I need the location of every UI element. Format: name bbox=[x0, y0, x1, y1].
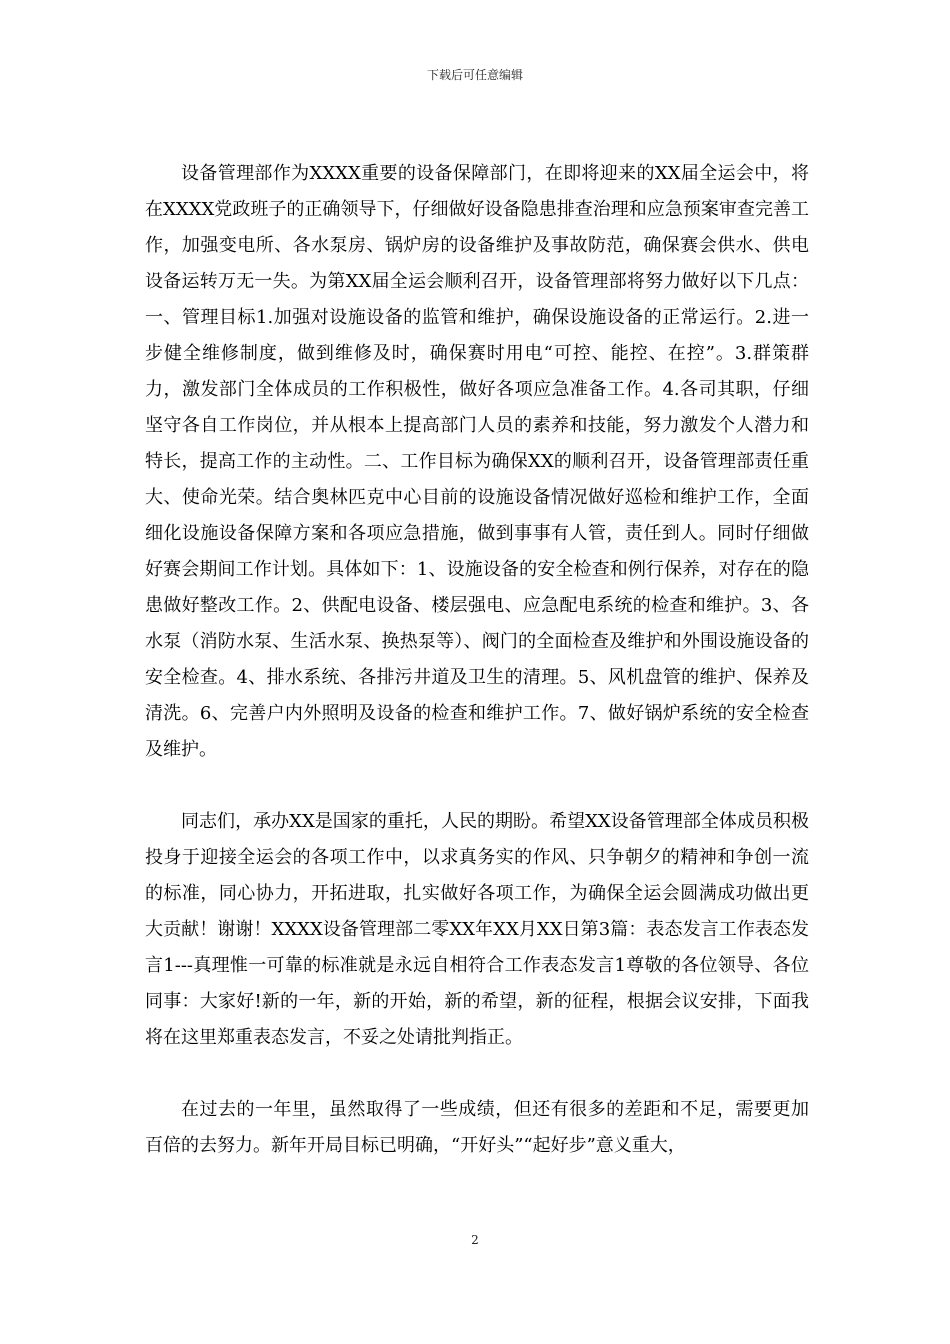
page-header: 下载后可任意编辑 bbox=[426, 68, 523, 82]
paragraph-3: 在过去的一年里，虽然取得了一些成绩，但还有很多的差距和不足，需要更加百倍的去努力。新年开局目标已明确，“开好头”“起好步”意义重大， bbox=[145, 1099, 809, 1156]
paragraph-2: 同志们，承办XX是国家的重托，人民的期盼。希望XX设备管理部全体成员积极投身于迎接全运会的各项工作中，以求真务实的作风、只争朝夕的精神和争创一流的标准，同心协力，开拓进取，扎实做好各项工作，为确保全运会圆满成功做出更大贡献！谢谢！XXXX设备管理部二零XX年XX月XX日第3篇：表态发言工作表态发言1---真理惟一可靠的标准就是永远自相符合工作表态发言1尊敬的各位领导、各位同事：大家好!新的一年，新的开始，新的希望，新的征程，根据会议安排，下面我将在这里郑重表态发言，不妥之处请批判指正。 bbox=[145, 811, 809, 1048]
paragraph-1: 设备管理部作为XXXX重要的设备保障部门，在即将迎来的XX届全运会中，将在XXXX党政班子的正确领导下，仔细做好设备隐患排查治理和应急预案审查完善工作，加强变电所、各水泵房、锅炉房的设备维护及事故防范，确保赛会供水、供电设备运转万无一失。为第XX届全运会顺利召开，设备管理部将努力做好以下几点：一、管理目标1.加强对设施设备的监管和维护，确保设施设备的正常运行。2.进一步健全维修制度，做到维修及时，确保赛时用电“可控、能控、在控”。3.群策群力，激发部门全体成员的工作积极性，做好各项应急准备工作。4.各司其职，仔细坚守各自工作岗位，并从根本上提高部门人员的素养和技能，努力激发个人潜力和特长，提高工作的主动性。二、工作目标为确保XX的顺利召开，设备管理部责任重大、使命光荣。结合奥林匹克中心目前的设施设备情况做好巡检和维护工作，全面细化设施设备保障方案和各项应急措施，做到事事有人管，责任到人。同时仔细做好赛会期间工作计划。具体如下：1、设施设备的安全检查和例行保养，对存在的隐患做好整改工作。2、供配电设备、楼层强电、应急配电系统的检查和维护。3、各水泵（消防水泵、生活水泵、换热泵等）、阀门的全面检查及维护和外围设施设备的安全检查。4、排水系统、各排污井道及卫生的清理。5、风机盘管的维护、保养及清洗。6、完善户内外照明及设备的检查和维护工作。7、做好锅炉系统的安全检查及维护。 bbox=[145, 163, 809, 760]
page-number: 2 bbox=[471, 1233, 479, 1247]
document-body bbox=[145, 156, 809, 1164]
